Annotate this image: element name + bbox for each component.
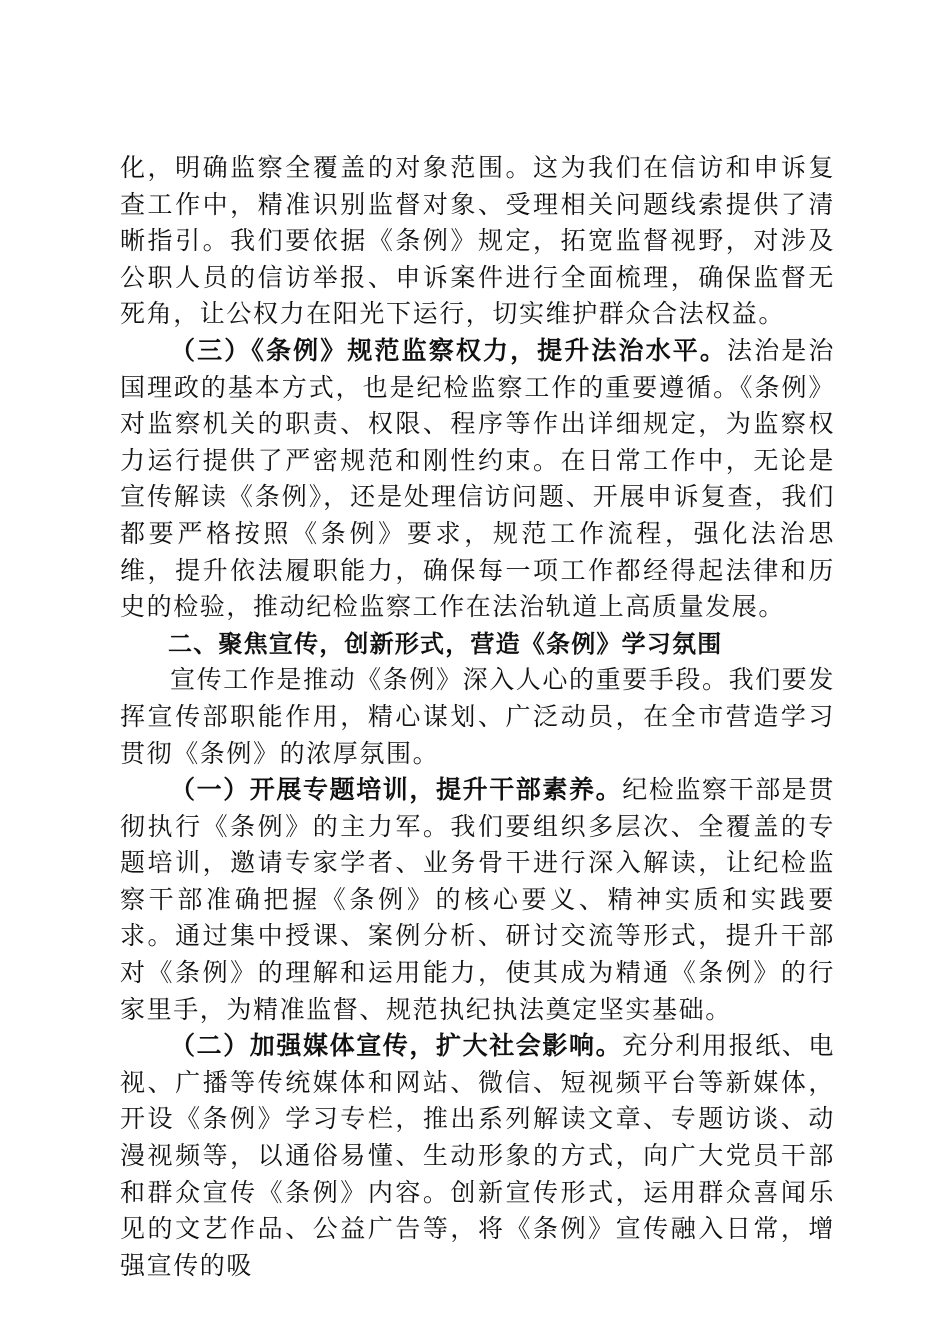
paragraph-lead: （一）开展专题培训，提升干部素养。	[170, 775, 623, 805]
paragraph-subsection-one	[120, 772, 835, 1028]
paragraph-text: 纪检监察干部是贯彻执行《条例》的主力军。我们要组织多层次、全覆盖的专题培训，邀请专家学者、业务骨干进行深入解读，让纪检监察干部准确把握《条例》的核心要义、精神实质和实践要求。通过集中授课、案例分析、研讨交流等形式，提升干部对《条例》的理解和运用能力，使其成为精通《条例》的行家里手，为精准监督、规范执纪执法奠定坚实基础。	[120, 775, 836, 1024]
paragraph-lead: （二）加强媒体宣传，扩大社会影响。	[170, 1031, 623, 1061]
paragraph-text: 化，明确监察全覆盖的对象范围。这为我们在信访和申诉复查工作中，精准识别监督对象、受理相关问题线索提供了清晰指引。我们要依据《条例》规定，拓宽监督视野，对涉及公职人员的信访举报、申诉案件进行全面梳理，确保监督无死角，让公权力在阳光下运行，切实维护群众合法权益。	[120, 153, 835, 329]
section-heading-two: 二、聚焦宣传，创新形式，营造《条例》学习氛围	[168, 629, 723, 658]
paragraph-section-three	[120, 333, 835, 626]
paragraph-subsection-two	[120, 1028, 835, 1284]
paragraph-text: 法治是治国理政的基本方式，也是纪检监察工作的重要遵循。《条例》对监察机关的职责、权限、程序等作出详细规定，为监察权力运行提供了严密规范和刚性约束。在日常工作中，无论是宣传解读《条例》，还是处理信访问题、开展申诉复查，我们都要严格按照《条例》要求，规范工作流程，强化法治思维，提升依法履职能力，确保每一项工作都经得起法律和历史的检验，推动纪检监察工作在法治轨道上高质量发展。	[120, 335, 835, 622]
paragraph-intro	[120, 662, 835, 772]
document-body	[120, 150, 835, 1284]
paragraph-text: 宣传工作是推动《条例》深入人心的重要手段。我们要发挥宣传部职能作用，精心谋划、广泛动员，在全市营造学习贯彻《条例》的浓厚氛围。	[120, 665, 836, 768]
paragraph-lead: （三）《条例》规范监察权力，提升法治水平。	[170, 335, 728, 365]
paragraph-text: 充分利用报纸、电视、广播等传统媒体和网站、微信、短视频平台等新媒体，开设《条例》学习专栏，推出系列解读文章、专题访谈、动漫视频等，以通俗易懂、生动形象的方式，向广大党员干部和群众宣传《条例》内容。创新宣传形式，运用群众喜闻乐见的文艺作品、公益广告等，将《条例》宣传融入日常，增强宣传的吸	[120, 1031, 836, 1280]
paragraph-continued	[120, 150, 835, 333]
